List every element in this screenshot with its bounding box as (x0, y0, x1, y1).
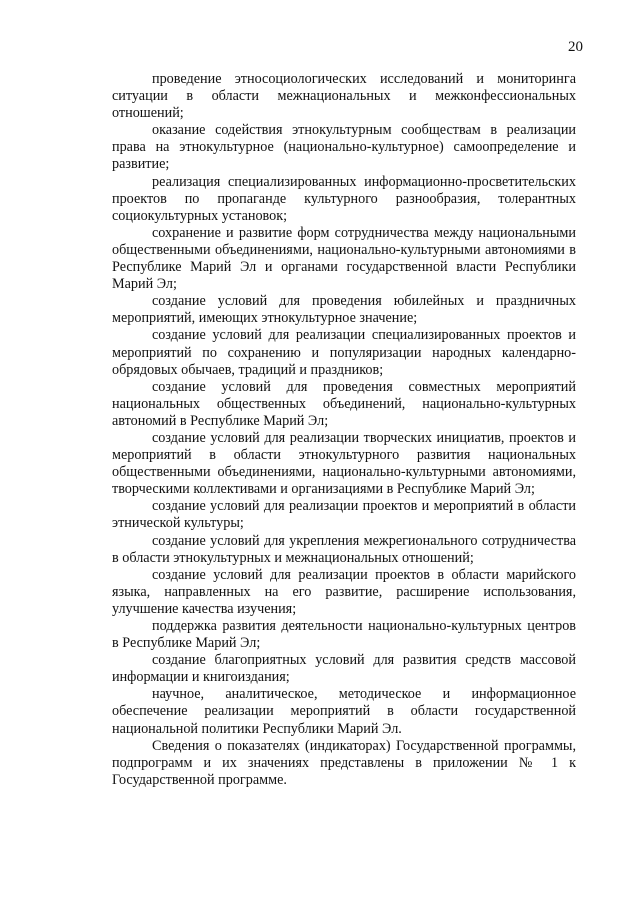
paragraph: создание условий для укрепления межрегионального сотрудничества в области этнокультурных и межнациональных отношений; (112, 532, 576, 566)
paragraph: создание условий для реализации проектов в области марийского языка, направленных на его развитие, расширение использования, улучшение качества изучения; (112, 566, 576, 617)
paragraph: Сведения о показателях (индикаторах) Государственной программы, подпрограмм и их значениях представлены в приложении № 1 к Государственной программе. (112, 737, 576, 788)
paragraph: создание условий для реализации специализированных проектов и мероприятий по сохранению и популяризации народных календарно-обрядовых обычаев, традиций и праздников; (112, 327, 576, 378)
paragraph: создание условий для проведения совместных мероприятий национальных общественных объединений, национально-культурных автономий в Республике Марий Эл; (112, 378, 576, 429)
paragraph: оказание содействия этнокультурным сообществам в реализации права на этнокультурное (национально-культурное) самоопределение и развитие; (112, 122, 576, 173)
paragraph: реализация специализированных информационно-просветительских проектов по пропаганде культурного разнообразия, толерантных социокультурных установок; (112, 173, 576, 224)
paragraph: поддержка развития деятельности национально-культурных центров в Республике Марий Эл; (112, 618, 576, 652)
paragraph: создание условий для проведения юбилейных и праздничных мероприятий, имеющих этнокультурное значение; (112, 293, 576, 327)
paragraph: создание благоприятных условий для развития средств массовой информации и книгоиздания; (112, 652, 576, 686)
paragraph: проведение этносоциологических исследований и мониторинга ситуации в области межнациональных и межконфессиональных отношений; (112, 71, 576, 122)
page-number: 20 (568, 39, 583, 55)
paragraph: создание условий для реализации проектов и мероприятий в области этнической культуры; (112, 498, 576, 532)
paragraph: сохранение и развитие форм сотрудничества между национальными общественными объединениями, национально-культурными автономиями в Республике Марий Эл и органами государственной власти Республики Марий Эл; (112, 224, 576, 293)
paragraph: научное, аналитическое, методическое и информационное обеспечение реализации мероприятий в области государственной национальной политики Республики Марий Эл. (112, 686, 576, 737)
paragraph: создание условий для реализации творческих инициатив, проектов и мероприятий в области этнокультурного развития национальных общественными объединениями, национально-культурными автономиями, творческими коллективами и организациями в Республике Марий Эл; (112, 429, 576, 498)
document-body (112, 71, 576, 789)
